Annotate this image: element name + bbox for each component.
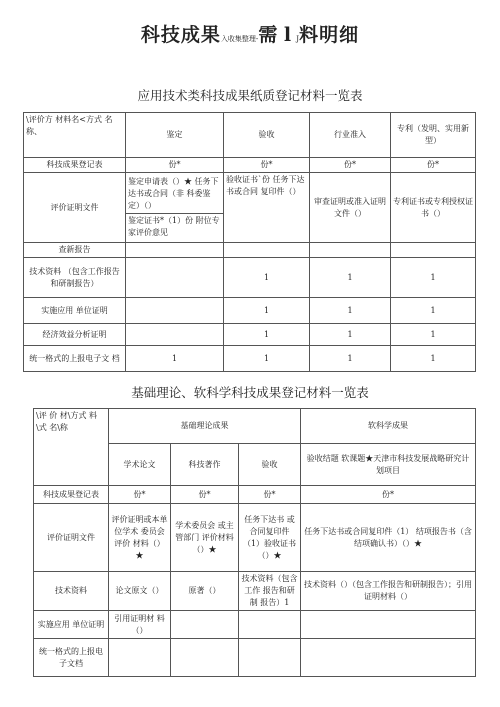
table-cell: 份* xyxy=(301,486,476,504)
column-header: 科技著作 xyxy=(171,444,239,486)
table-row xyxy=(24,113,476,158)
table-cell xyxy=(126,298,224,324)
column-header: 验收 xyxy=(239,444,301,486)
cell-split xyxy=(126,175,223,240)
table-cell xyxy=(301,639,476,677)
table-cell: 1 xyxy=(391,324,476,346)
column-header: 验收结题 软课题★天津市科技发展战略研究计划项目 xyxy=(301,444,476,486)
table-cell: 1 xyxy=(391,258,476,298)
table-cell xyxy=(171,611,239,639)
table-cell: 份* xyxy=(239,486,301,504)
table-cell: 技术资料（）（包含工作报告和研制报告）；引用证明材料（） xyxy=(301,572,476,611)
table-row xyxy=(34,504,476,572)
column-header: 验收 xyxy=(224,113,310,158)
table-cell: 审查证明或准入证明文件（） xyxy=(310,173,391,243)
table-cell xyxy=(224,243,310,258)
row-label: 统一格式的上报电子文档 xyxy=(34,639,109,677)
title-part-tail: 料明细 xyxy=(299,24,360,46)
table-cell xyxy=(126,173,224,243)
table-corner-cell: \评价方 材料名<方式 名称、 xyxy=(24,113,126,158)
title-part-mid: 需 l xyxy=(258,24,292,46)
table-row xyxy=(34,639,476,677)
table-cell: 份* xyxy=(126,158,224,173)
column-header: 鉴定 xyxy=(126,113,224,158)
table-cell: 份* xyxy=(310,158,391,173)
table-cell xyxy=(126,324,224,346)
table-row xyxy=(24,298,476,324)
table-row xyxy=(24,258,476,298)
table-cell: 1 xyxy=(126,346,224,372)
table-cell: 1 xyxy=(310,258,391,298)
table-cell: 评价证明或本单位学术 委员会评价 材料（）★ xyxy=(109,504,171,572)
row-label: 统一格式的上报电子文 档 xyxy=(24,346,126,372)
table-cell: 1 xyxy=(391,346,476,372)
column-header: 行业准入 xyxy=(310,113,391,158)
table-cell: 1 xyxy=(310,298,391,324)
row-label: 查新报告 xyxy=(24,243,126,258)
table-cell: 份* xyxy=(171,486,239,504)
table2-heading: 基础理论、软科学科技成果登记材料一览表 xyxy=(131,385,369,400)
table-cell: 份* xyxy=(391,158,476,173)
title-part-small2: J xyxy=(296,35,300,43)
table-corner-cell: \评 价 材\方式 料\式 名\称 xyxy=(34,409,109,486)
table-cell: 引用证明材 料（） xyxy=(109,611,171,639)
table-cell: 1 xyxy=(224,324,310,346)
row-label: 技术资料 （包含工作报告和研制报告） xyxy=(24,258,126,298)
row-label: 评价证明文件 xyxy=(24,173,126,243)
table-row xyxy=(34,486,476,504)
table-cell: 1 xyxy=(224,298,310,324)
cell-part: 鉴定申请表（）★ 任务下达书或合同（非 科委鉴定）（） xyxy=(126,175,223,214)
table-cell: 1 xyxy=(224,258,310,298)
table-row xyxy=(34,611,476,639)
table-cell: 任务下达书 或合同复印件（1）验收证书（）★ xyxy=(239,504,301,572)
table-cell: 验收证书`份 任务下达书或合同 复印件（） xyxy=(224,173,310,243)
title-part-small: 入收集整理- xyxy=(220,35,259,43)
table-basic-theory xyxy=(33,408,476,677)
table-cell: 学术委员会 或主管部门 评价材料（）★ xyxy=(171,504,239,572)
table-cell: 1 xyxy=(224,346,310,372)
column-header: 专利（发明、实用新型） xyxy=(391,113,476,158)
row-label: 技术资料 xyxy=(34,572,109,611)
table-cell: 1 xyxy=(310,346,391,372)
table-cell xyxy=(126,258,224,298)
group-header: 软科学成果 xyxy=(301,409,476,444)
table-cell: 技术资料（包含工作 报告和研制 报告）1 xyxy=(239,572,301,611)
table-cell xyxy=(126,243,224,258)
table-cell xyxy=(310,243,391,258)
table-cell xyxy=(301,611,476,639)
row-label: 实施应用 单位证明 xyxy=(24,298,126,324)
table-cell xyxy=(239,639,301,677)
column-header: 学术论文 xyxy=(109,444,171,486)
table-cell: 专利证书或专利授权证书（） xyxy=(391,173,476,243)
table1-heading: 应用技术类科技成果纸质登记材料一览表 xyxy=(137,88,363,103)
row-label: 科技成果登记表 xyxy=(34,486,109,504)
table-cell xyxy=(109,639,171,677)
table-cell xyxy=(171,639,239,677)
table-row xyxy=(24,173,476,243)
cell-part: 鉴定证书*（1）份 附位专家评价意见 xyxy=(128,216,220,237)
table-row xyxy=(24,158,476,173)
group-header: 基础理论成果 xyxy=(109,409,301,444)
row-label: 科技成果登记表 xyxy=(24,158,126,173)
table-cell: 论文原文（） xyxy=(109,572,171,611)
page-title xyxy=(0,20,500,47)
table-cell: 份* xyxy=(109,486,171,504)
table-row xyxy=(24,243,476,258)
table-row xyxy=(34,409,476,444)
table-cell xyxy=(391,243,476,258)
table-cell: 1 xyxy=(310,324,391,346)
table-row xyxy=(34,572,476,611)
table-cell: 份* xyxy=(224,158,310,173)
table-row xyxy=(24,346,476,372)
title-part-main: 科技成果 xyxy=(140,24,221,46)
table-applied-tech xyxy=(23,112,476,372)
table-cell: 原著（） xyxy=(171,572,239,611)
table-cell xyxy=(239,611,301,639)
table-row xyxy=(24,324,476,346)
table-cell: 任务下达书或合同复印件（1） 结项报告书（含结项确认书）（）★ xyxy=(301,504,476,572)
row-label: 评价证明文件 xyxy=(34,504,109,572)
row-label: 经济效益分析证明 xyxy=(24,324,126,346)
table-cell: 1 xyxy=(391,298,476,324)
row-label: 实施应用 单位证明 xyxy=(34,611,109,639)
